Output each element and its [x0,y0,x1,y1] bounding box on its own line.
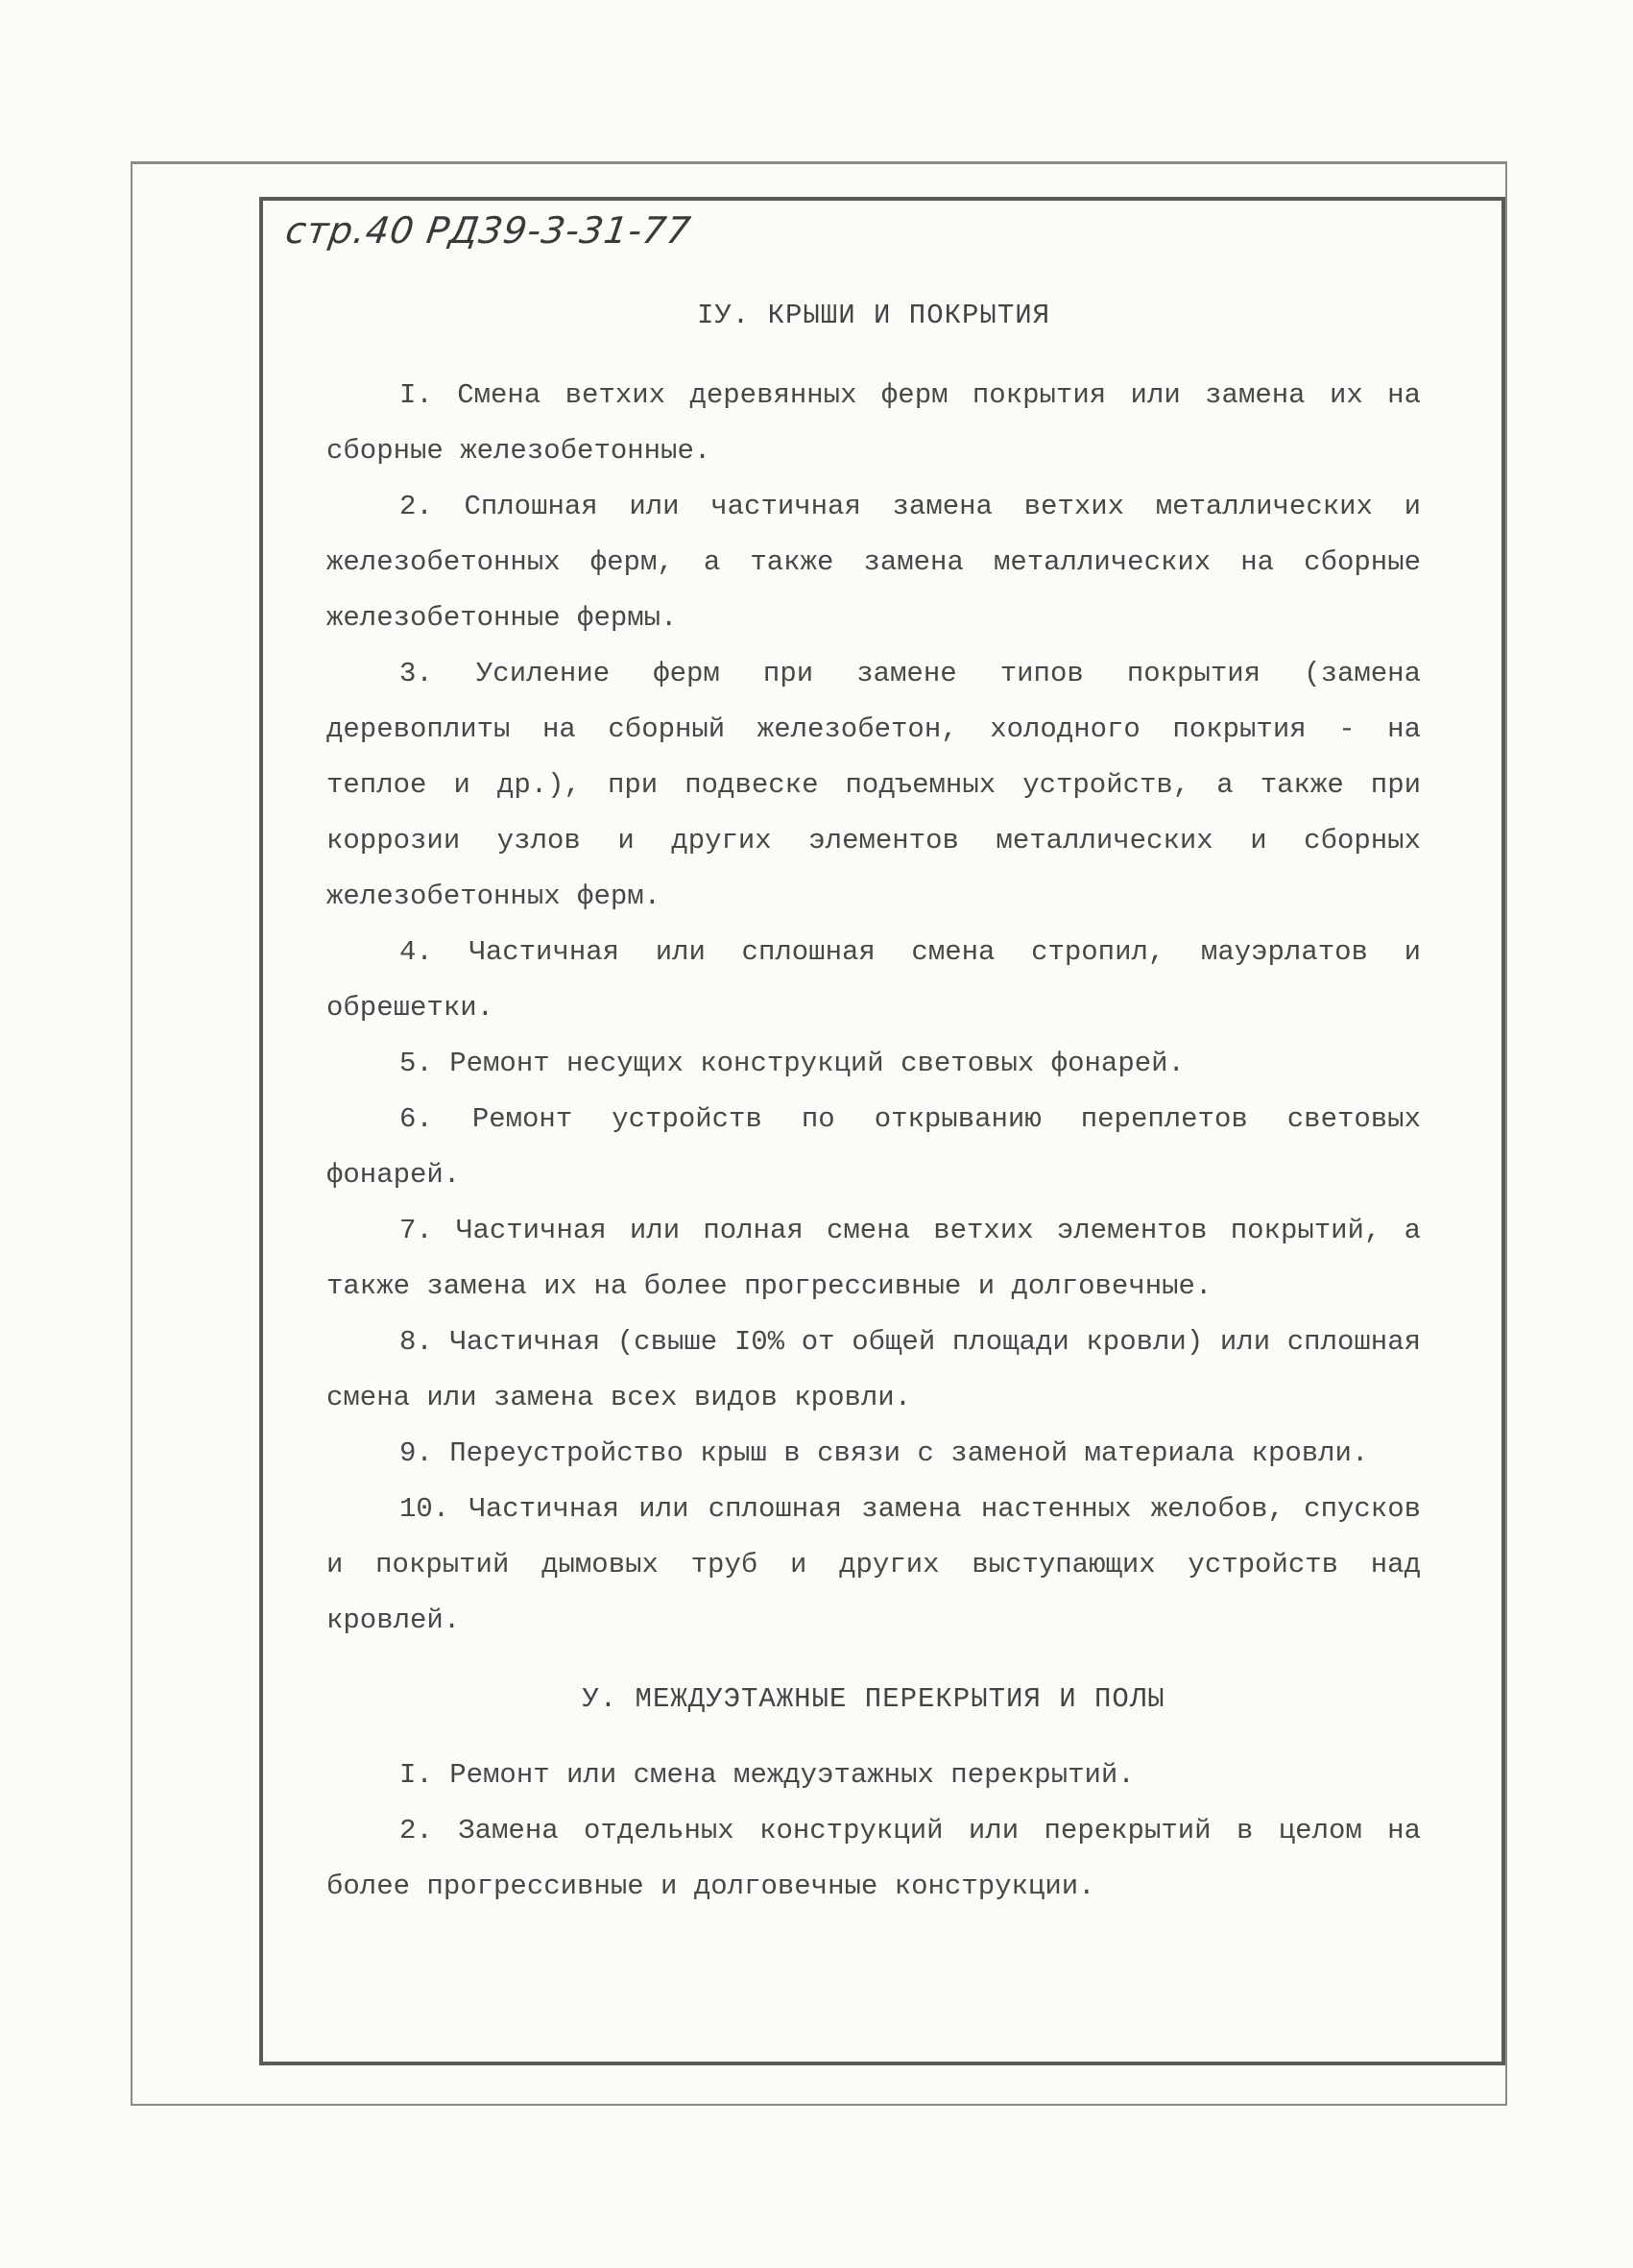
section-4-item-8: 8. Частичная (свыше I0% от общей площади кровли) или сплошная смена или замена всех видов кровли. [326,1326,1421,1413]
page-stamp: стр.40 РД39-3-31-77 [282,209,694,252]
section-4-title: IУ. КРЫШИ И ПОКРЫТИЯ [696,300,1051,331]
section-4-item-7: 7. Частичная или полная смена ветхих элементов покрытий, а также замена их на более прогрессивные и долговечные. [326,1215,1421,1302]
section-4-item-2: 2. Сплошная или частичная замена ветхих металлических и железобетонных ферм, а также замена металлических на сборные железобетонные фермы. [326,491,1421,634]
section-5-title: У. МЕЖДУЭТАЖНЫЕ ПЕРЕКРЫТИЯ И ПОЛЫ [582,1683,1165,1715]
section-4-item-5: 5. Ремонт несущих конструкций световых фонарей. [399,1048,1185,1079]
section-4-item-4: 4. Частичная или сплошная смена стропил, мауэрлатов и обрешетки. [326,936,1421,1024]
section-4-item-6: 6. Ремонт устройств по открыванию переплетов световых фонарей. [326,1103,1421,1191]
section-5-item-1: I. Ремонт или смена междуэтажных перекрытий. [399,1759,1135,1791]
section-4-item-3: 3. Усиление ферм при замене типов покрытия (замена деревоплиты на сборный железобетон, холодного покрытия - на теплое и др.), при подвеске подъемных устройств, а также при коррозии узлов и других элементов металлических и сборных железобетонных ферм. [326,658,1421,912]
section-5-item-2: 2. Замена отдельных конструкций или перекрытий в целом на более прогрессивные и долговечные конструкции. [326,1815,1421,1902]
section-4-item-1: I. Смена ветхих деревянных ферм покрытия или замена их на сборные железобетонные. [326,379,1421,467]
document-body [326,288,1421,1915]
section-4-item-9: 9. Переустройство крыш в связи с заменой материала кровли. [399,1437,1369,1469]
section-4-item-10: 10. Частичная или сплошная замена настенных желобов, спусков и покрытий дымовых труб и других выступающих устройств над кровлей. [326,1493,1421,1636]
